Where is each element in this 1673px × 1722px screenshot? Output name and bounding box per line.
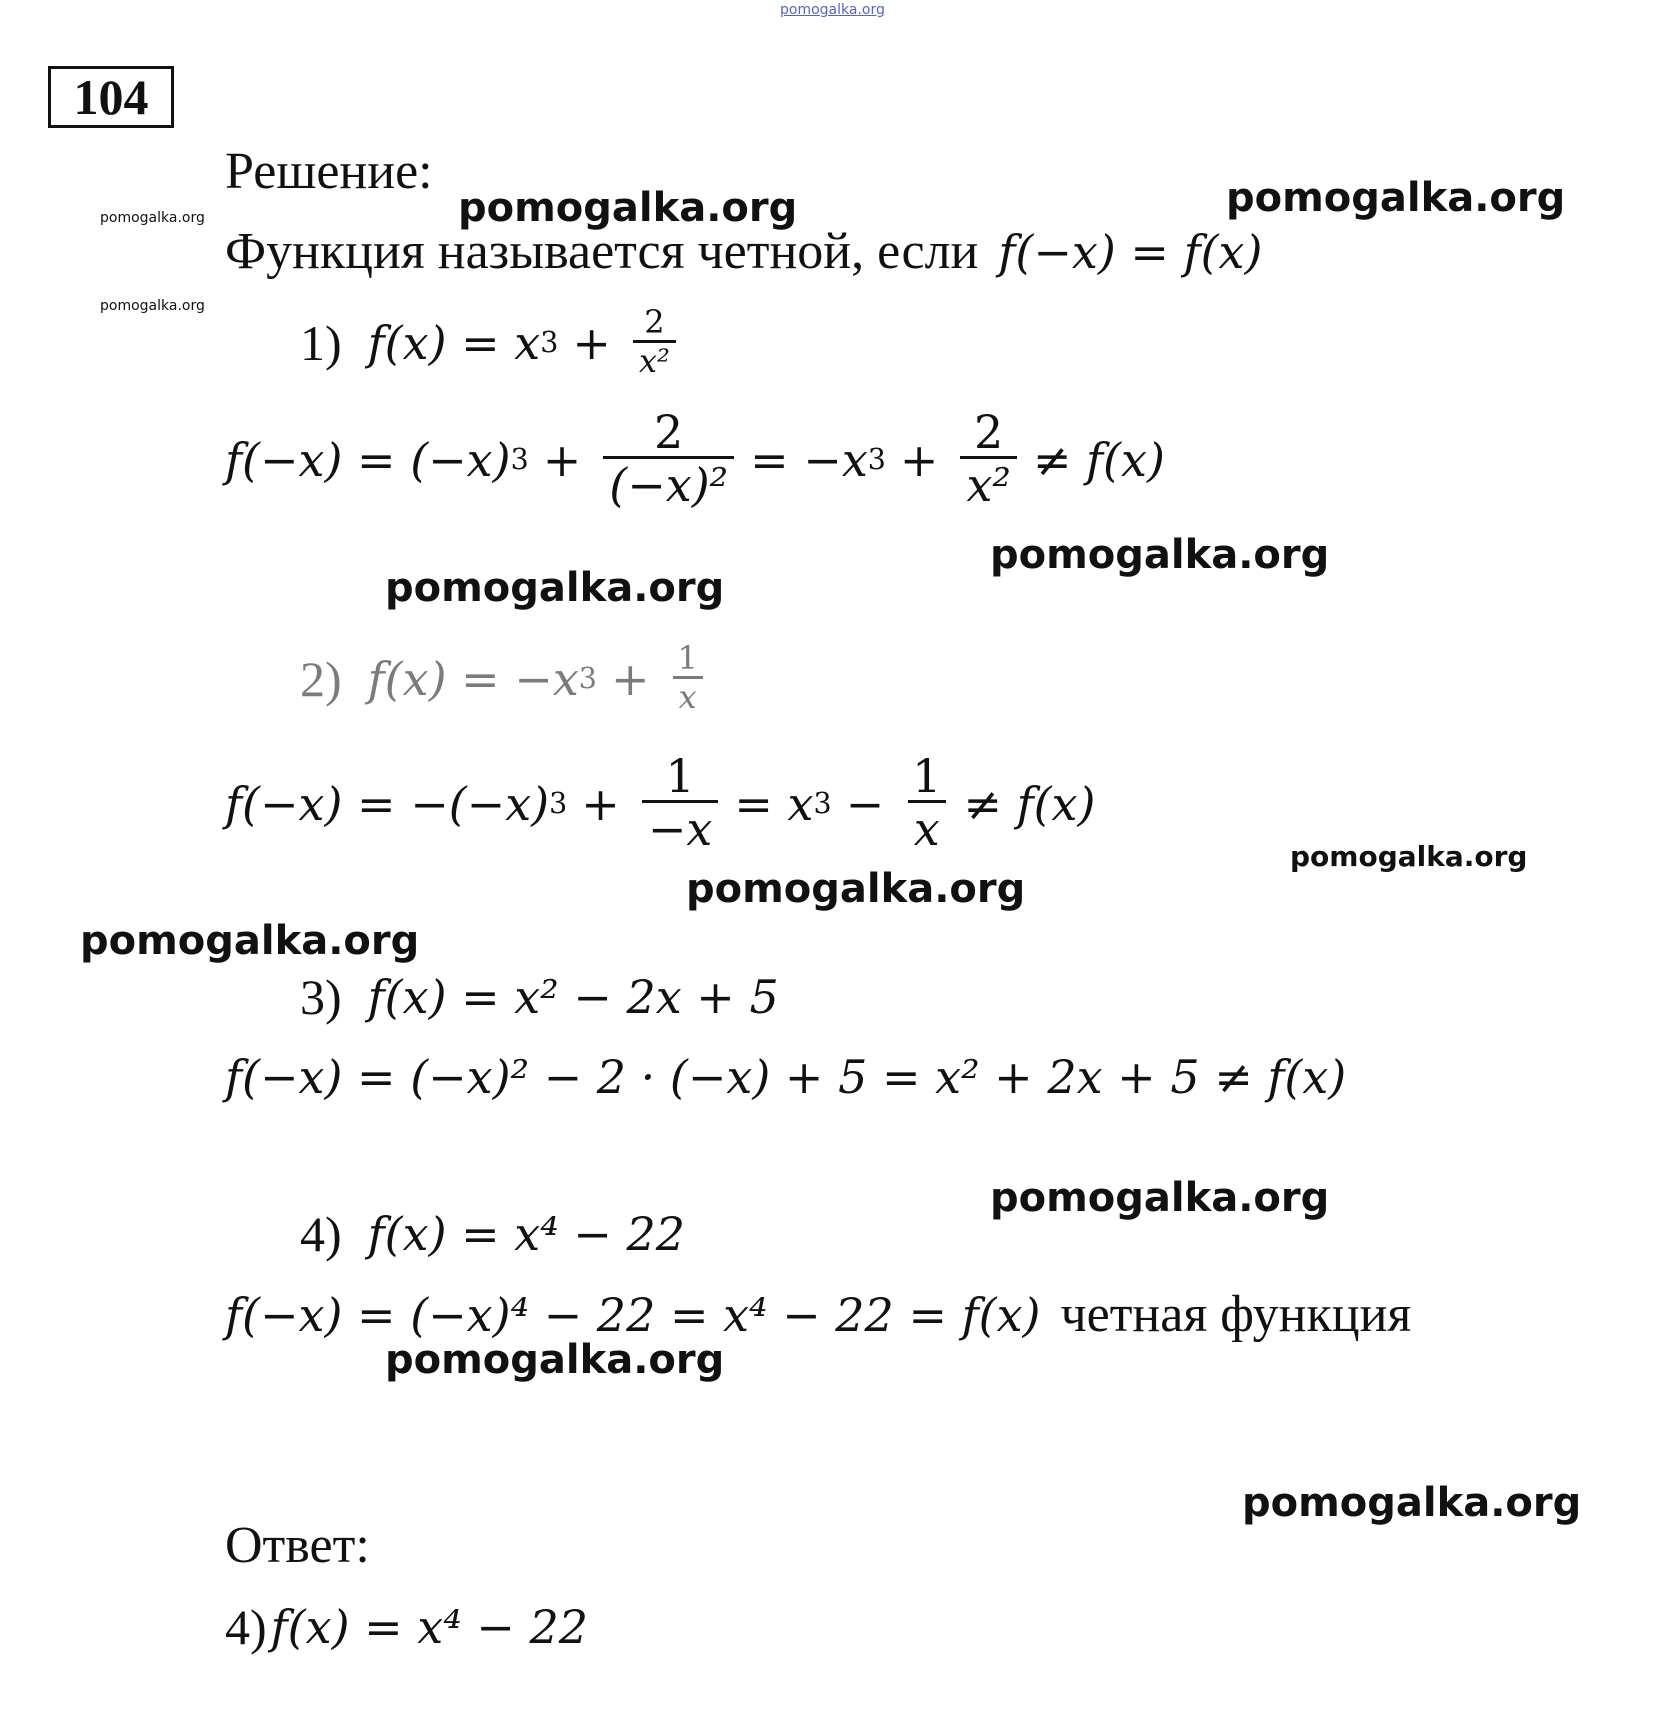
given-formula: f(x) = x⁴ − 22 [367,1207,686,1261]
definition-text: Функция называется четной, если [225,223,979,280]
watermark-top[interactable]: pomogalka.org [780,2,885,18]
watermark: pomogalka.org [990,532,1330,578]
denominator: x [908,800,946,856]
operator: + [610,651,650,706]
operator: + [581,777,620,832]
check-part: ≠ f(x) [963,777,1096,832]
denominator: (−x)² [603,456,734,512]
item-1-check: f(−x) = (−x) 3 + $\frac{2}{\text{(−x)²}}$ = −x 3 + $\frac{2}{\text{x²}}$ ≠ f(x) [225,405,1165,513]
check-part: = x [734,777,814,832]
watermark: pomogalka.org [385,565,725,611]
denominator: x [673,676,703,716]
item-3-given [300,968,779,1026]
given-lhs: f(x) = −x [367,651,579,706]
definition [225,222,1262,281]
operator: + [572,315,611,370]
item-3-check [225,1050,1346,1104]
watermark: pomogalka.org [1242,1480,1582,1526]
item-1-given: 1) f(x) = x 3 + $\frac{2}{\text{x²}}$ [300,306,684,379]
item-2-given: 2) f(x) = −x 3 + $\frac{1}{x}$ [300,642,712,715]
check-part: = −x [750,433,868,488]
operator: + [899,433,939,488]
watermark: pomogalka.org [458,185,798,231]
numerator: 1 [912,749,942,803]
check-formula: f(−x) = (−x)⁴ − 22 = x⁴ − 22 = f(x) [225,1287,1041,1342]
given-formula: f(x) = x² − 2x + 5 [367,970,779,1024]
fraction [642,749,719,857]
denominator: x² [960,456,1016,512]
check-formula: f(−x) = (−x)² − 2 · (−x) + 5 = x² + 2x + 5 ≠ f(x) [225,1050,1347,1104]
watermark: pomogalka.org [100,210,205,226]
operator: + [542,433,582,488]
solution-heading: Решение: [225,143,433,200]
item-2-check: f(−x) = −(−x) 3 + $\frac{1}{-x}$ = x 3 − $\frac{1}{x}$ ≠ f(x) [225,749,1096,857]
watermark: pomogalka.org [1226,175,1566,221]
check-part: f(−x) = −(−x) [225,777,550,832]
item-label: 3) [300,969,342,1025]
fraction [633,303,676,380]
denominator: −x [642,800,719,856]
fraction [603,405,734,513]
watermark: pomogalka.org [1290,840,1528,873]
numerator: 2 [654,405,684,459]
denominator: x² [633,340,676,380]
numerator: 2 [974,405,1004,459]
conclusion: четная функция [1060,1286,1412,1343]
given-lhs: f(x) = x [367,315,541,370]
check-part: f(−x) = (−x) [225,433,511,488]
numerator: 2 [644,303,665,341]
watermark: pomogalka.org [80,918,420,964]
fraction [960,405,1016,513]
item-label: 1) [300,314,342,371]
answer-item-label: 4) [225,1599,267,1655]
problem-number: 104 [48,66,174,128]
fraction [906,749,947,857]
definition-formula: f(−x) = f(x) [998,224,1263,279]
watermark: pomogalka.org [686,866,1026,912]
answer-formula-text: f(x) = x⁴ − 22 [270,1600,589,1654]
watermark: pomogalka.org [990,1175,1330,1221]
operator: − [845,777,885,832]
answer-label: Ответ: [225,1517,370,1574]
item-4-check [225,1285,1411,1344]
item-label: 4) [300,1206,342,1262]
numerator: 1 [665,749,695,803]
watermark: pomogalka.org [385,1337,725,1383]
item-4-given [300,1205,685,1263]
fraction [672,639,704,716]
watermark: pomogalka.org [100,298,205,314]
check-part: ≠ f(x) [1032,433,1165,488]
numerator: 1 [677,639,698,677]
answer-formula [225,1598,588,1656]
item-label: 2) [300,650,342,707]
